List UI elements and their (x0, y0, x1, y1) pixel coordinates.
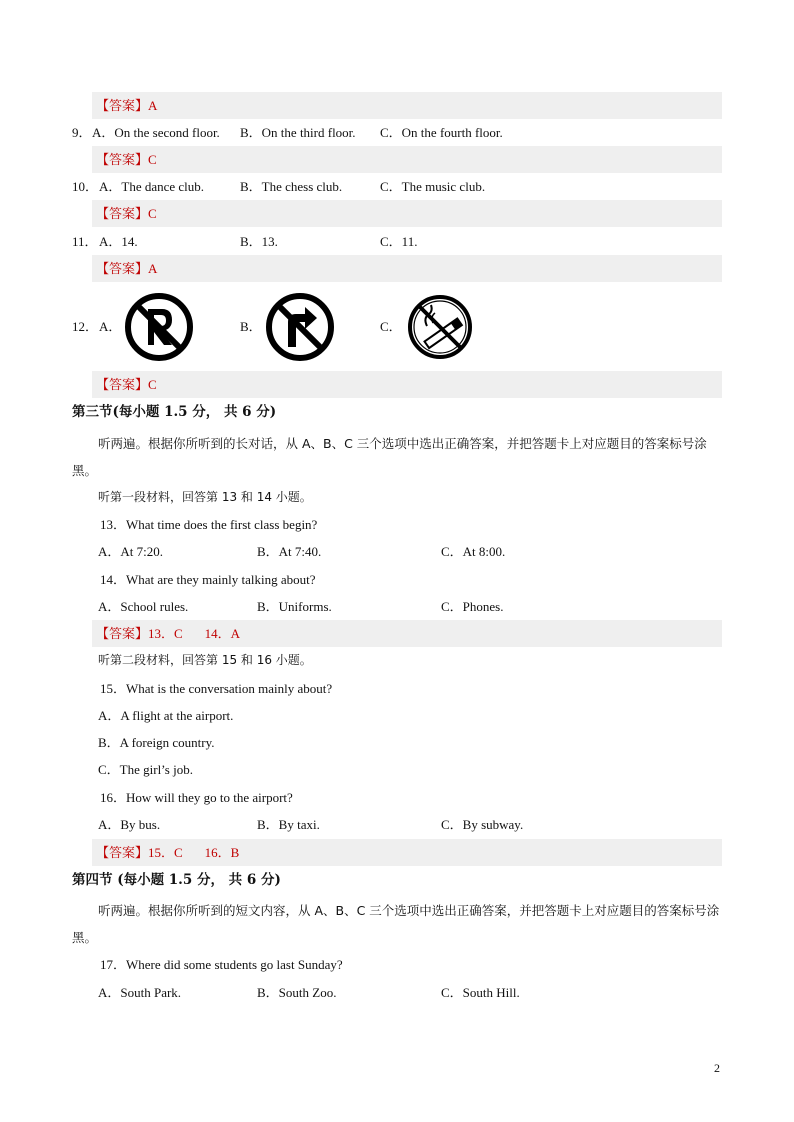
option-a: A．By bus. (98, 817, 161, 832)
option-a: A．The dance club. (99, 179, 205, 194)
answer-text: 【答案】A (96, 98, 158, 113)
option-a: A．At 7:20. (98, 544, 164, 559)
option-b: B．Uniforms. (257, 599, 332, 614)
option-a: A．14. (99, 234, 138, 249)
option-b: B．On the third floor. (240, 125, 356, 140)
answer-text: 【答案】A (96, 261, 158, 276)
answer-text: 【答案】15．C (96, 845, 183, 860)
question-11-row (72, 228, 722, 255)
no-smoking-sign-icon (405, 292, 475, 362)
page-number: 2 (714, 1061, 720, 1075)
option-c: C．The music club. (380, 179, 486, 194)
option-c: C．The girl’s job. (98, 762, 193, 777)
option-b: B．A foreign country. (98, 735, 215, 750)
answer-row (92, 839, 722, 866)
answer-row (92, 371, 722, 398)
option-a: A．A flight at the airport. (98, 708, 234, 723)
option-c: C．South Hill. (441, 985, 520, 1000)
option-b: B． (240, 319, 262, 334)
answer-text: 【答案】13．C (96, 626, 183, 641)
answer-text: 【答案】C (96, 152, 157, 167)
answer-row (92, 92, 722, 119)
question-10-row (72, 173, 722, 200)
answer-text: 14．A (204, 626, 241, 641)
question-number: 9． (72, 125, 92, 140)
section-4-instruction: 听两遍。根据你所听到的短文内容，从 A、B、C 三个选项中选出正确答案，并把答题卡上对应题目的答案标号涂黑。 (72, 903, 720, 945)
option-a: A． (99, 319, 122, 334)
answer-text: 【答案】C (96, 377, 157, 392)
question-number: 11． (72, 234, 98, 249)
section-4-title: 第四节 (每小题 1.5 分， 共 6 分) (72, 872, 281, 888)
option-b: B．By taxi. (257, 817, 320, 832)
option-b: B．13. (240, 234, 278, 249)
option-c: C． (380, 319, 402, 334)
option-a: A．On the second floor. (92, 125, 220, 140)
option-b: B．At 7:40. (257, 544, 322, 559)
answer-row (92, 620, 722, 647)
material-1-note: 听第一段材料，回答第 13 和 14 小题。 (98, 490, 312, 504)
no-parking-sign-icon (124, 292, 194, 362)
question-16-text: 16．How will they go to the airport? (100, 790, 293, 805)
section-3-instruction: 听两遍。根据你所听到的长对话，从 A、B、C 三个选项中选出正确答案，并把答题卡上对应题目的答案标号涂黑。 (72, 436, 707, 478)
answer-text: 16．B (204, 845, 240, 860)
section-3-title: 第三节(每小题 1.5 分， 共 6 分) (72, 404, 277, 420)
option-c: C．On the fourth floor. (380, 125, 503, 140)
answer-row (92, 200, 722, 227)
question-17-text: 17．Where did some students go last Sunday? (100, 957, 343, 972)
option-c: C．By subway. (441, 817, 524, 832)
answer-row (92, 255, 722, 282)
question-9-row (72, 119, 722, 146)
option-b: B．The chess club. (240, 179, 343, 194)
no-right-turn-sign-icon (265, 292, 335, 362)
question-15-text: 15．What is the conversation mainly about? (100, 681, 333, 696)
question-14-text: 14．What are they mainly talking about? (100, 572, 316, 587)
option-c: C．11. (380, 234, 418, 249)
option-b: B．South Zoo. (257, 985, 337, 1000)
question-13-text: 13．What time does the first class begin? (100, 517, 318, 532)
question-number: 12． (72, 319, 99, 334)
answer-text: 【答案】C (96, 206, 157, 221)
material-2-note: 听第二段材料，回答第 15 和 16 小题。 (98, 653, 312, 667)
answer-row (92, 146, 722, 173)
question-number: 10． (72, 179, 99, 194)
option-c: C．At 8:00. (441, 544, 506, 559)
option-a: A．South Park. (98, 985, 182, 1000)
option-a: A．School rules. (98, 599, 189, 614)
option-c: C．Phones. (441, 599, 504, 614)
